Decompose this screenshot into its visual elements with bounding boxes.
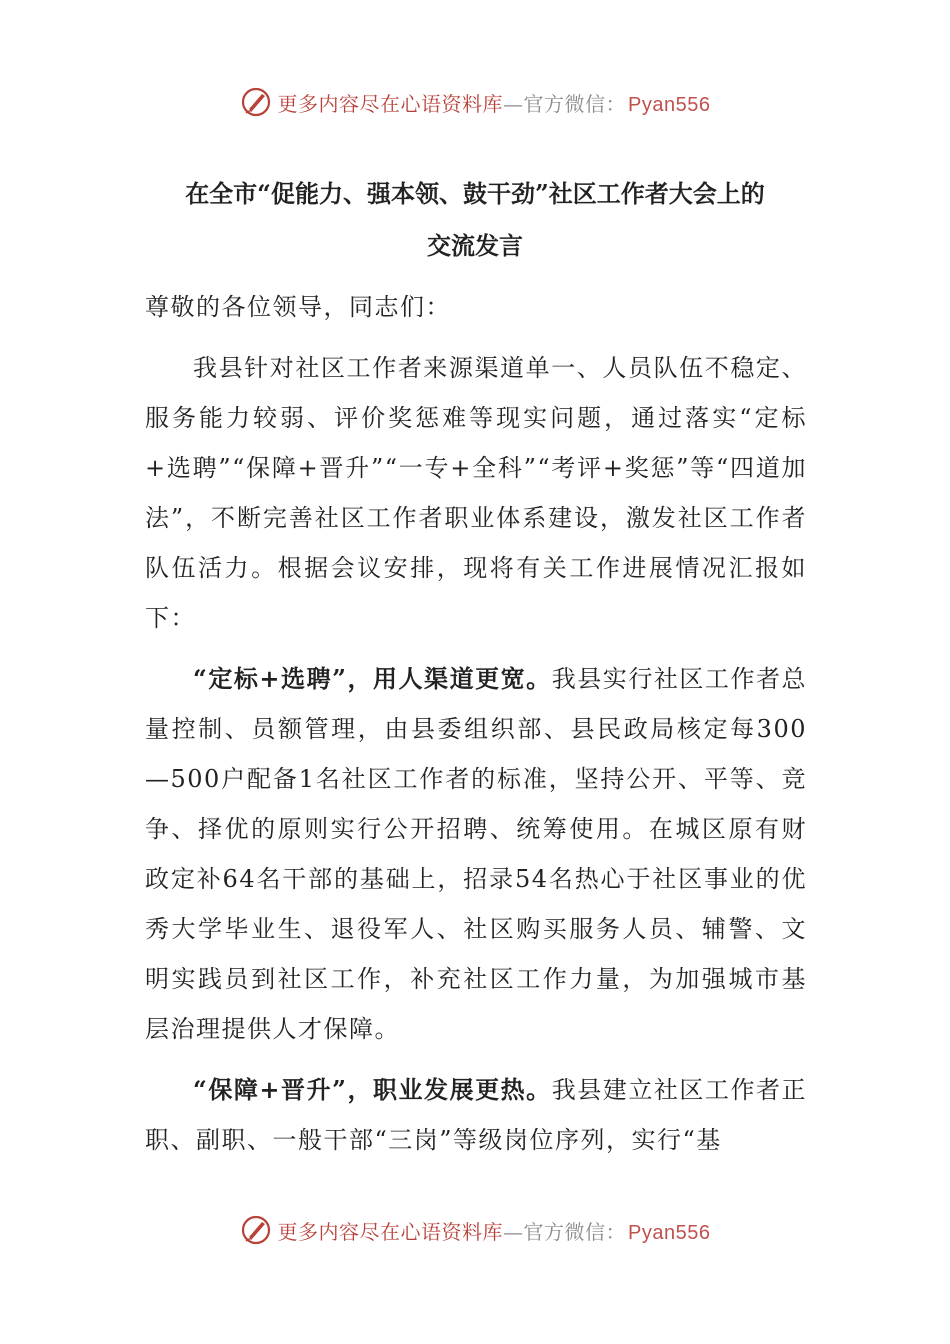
watermark-wechat-id: Pyan556 [628,1221,711,1244]
paragraph-recruitment-body: 我县实行社区工作者总量控制、员额管理，由县委组织部、县民政局核定每300—500户配备1名社区工作者的标准，坚持公开、平等、竞争、择优的原则实行公开招聘、统筹使用。在城区原有财政定补64名干部的基础上，招录54名热心于社区事业的优秀大学毕业生、退役军人、社区购买服务人员、辅警、文明实践员到社区工作，补充社区工作力量，为加强城市基层治理提供人才保障。 [145,665,808,1043]
watermark-separator: — [503,91,524,116]
watermark-banner-top [0,82,950,122]
watermark-wechat-label: 官方微信： [523,1219,627,1244]
document-title-line-1: 在全市“促能力、强本领、鼓干劲”社区工作者大会上的 [185,179,765,208]
watermark-separator: — [503,1219,524,1244]
paragraph-promotion-body: 我县建立社区工作者正职、副职、一般干部“三岗”等级岗位序列，实行“基 [145,1076,808,1154]
paragraph-promotion [145,1065,807,1165]
document-title-line-2: 交流发言 [427,231,523,260]
watermark-banner-bottom [0,1210,950,1250]
paragraph-intro: 我县针对社区工作者来源渠道单一、人员队伍不稳定、服务能力较弱、评价奖惩难等现实问题，通过落实“定标+选聘”“保障+晋升”“一专+全科”“考评+奖惩”等“四道加法”，不断完善社区工作者职业体系建设，激发社区工作者队伍活力。根据会议安排，现将有关工作进展情况汇报如下： [145,354,807,632]
paragraph-recruitment-heading: “定标+选聘”，用人渠道更宽。 [193,664,552,693]
paragraph-recruitment [145,654,807,1054]
watermark-site-name: 更多内容尽在心语资料库 [277,1219,504,1244]
paragraph-promotion-heading: “保障+晋升”，职业发展更热。 [193,1075,552,1104]
quill-logo-icon [240,1214,272,1246]
watermark-site-name: 更多内容尽在心语资料库 [277,91,504,116]
quill-logo-icon [240,86,272,118]
salutation: 尊敬的各位领导，同志们： [145,293,451,321]
watermark-wechat-label: 官方微信： [523,91,627,116]
document-body [145,282,807,1165]
watermark-wechat-id: Pyan556 [628,93,711,116]
